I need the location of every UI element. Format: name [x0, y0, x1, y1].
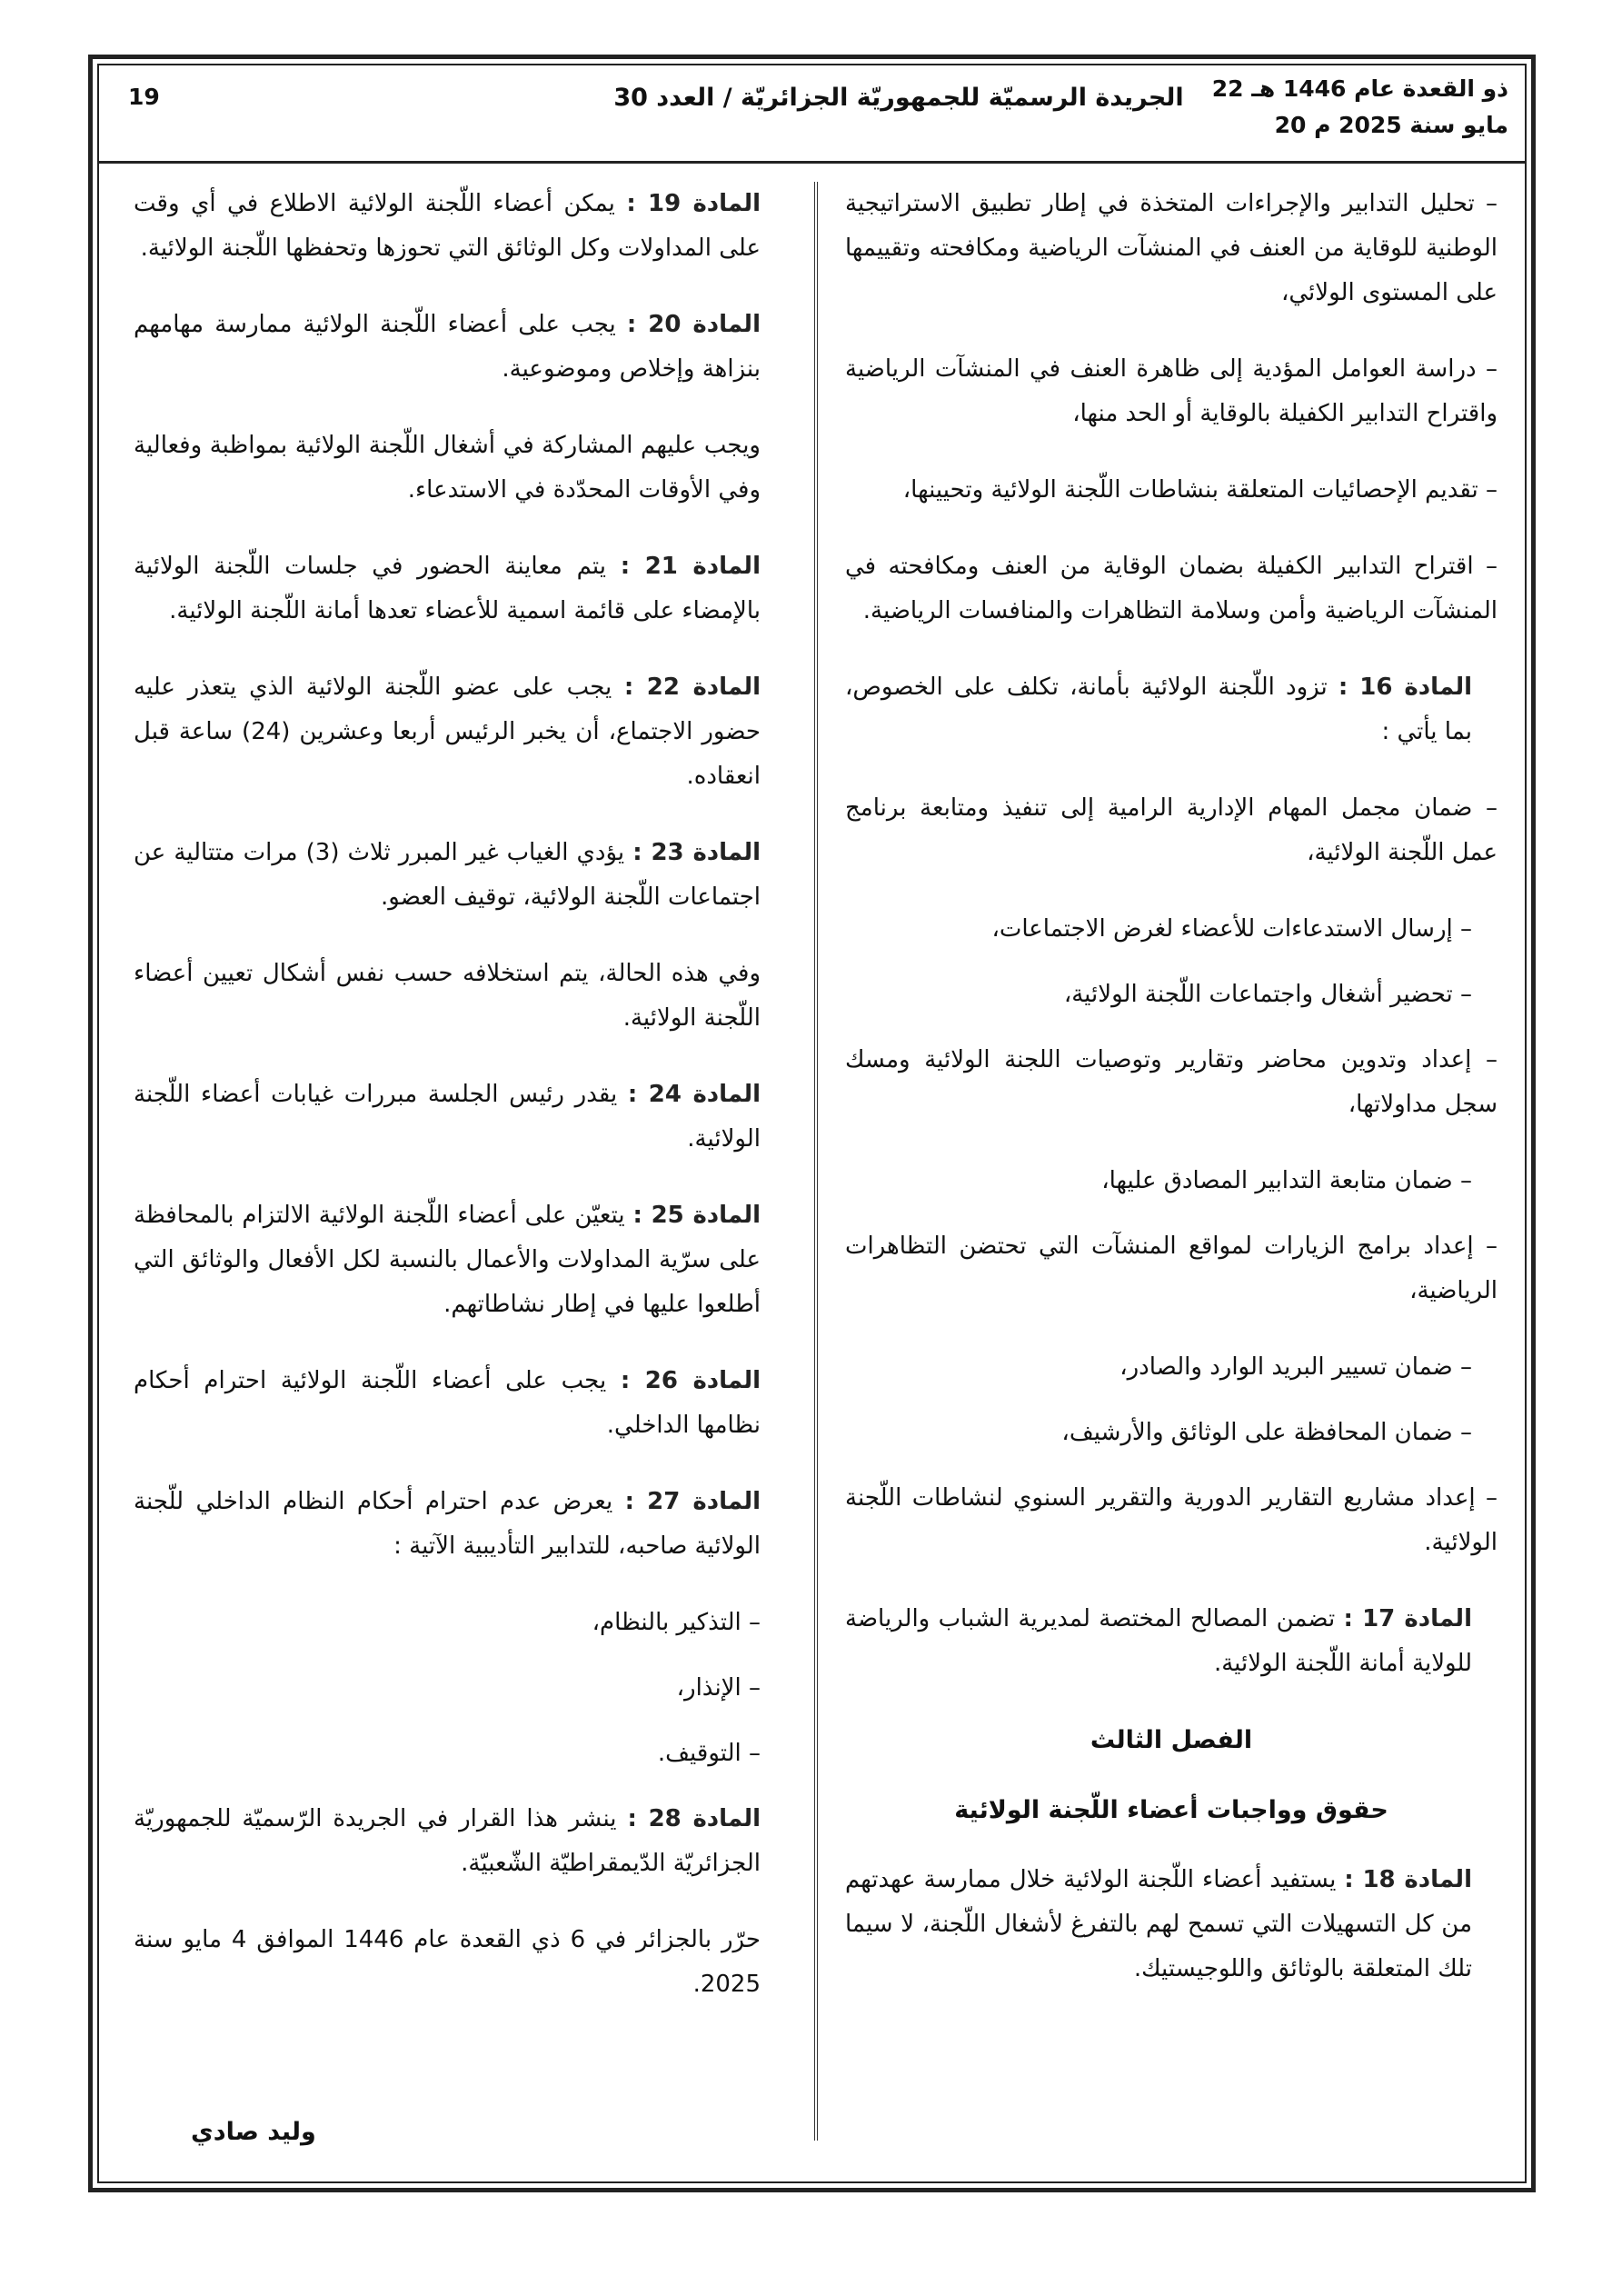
list-item: – إعداد مشاريع التقارير الدورية والتقرير السنوي لنشاطات اللّجنة الولائية. [845, 1484, 1498, 1556]
header-date-gregorian: 20 مايو سنة 2025 م [1274, 112, 1508, 138]
list-item: – ضمان مجمل المهام الإدارية الرامية إلى تنفيذ ومتابعة برنامج عمل اللّجنة الولائية، [845, 794, 1498, 866]
chapter-subtitle: حقوق وواجبات أعضاء اللّجنة الولائية [954, 1796, 1388, 1824]
article-26-text: يجب على أعضاء اللّجنة الولائية احترام أحكام نظامها الداخلي. [134, 1367, 761, 1439]
article-16 [845, 665, 1498, 754]
list-item: – ضمان المحافظة على الوثائق والأرشيف، [1061, 1419, 1472, 1446]
sanction-item: – التذكير بالنظام، [592, 1609, 761, 1636]
article-23 [134, 831, 786, 920]
article-23-label: المادة 23 : [632, 839, 761, 866]
article-21-label: المادة 21 : [620, 553, 761, 580]
article-22-label: المادة 22 : [623, 674, 761, 701]
article-21 [134, 544, 786, 634]
article-17 [845, 1597, 1498, 1686]
article-28 [134, 1797, 786, 1886]
article-27 [134, 1480, 786, 1569]
article-20-text: يجب على أعضاء اللّجنة الولائية ممارسة مهامهم بنزاهة وإخلاص وموضوعية. [134, 311, 761, 383]
article-16-text: تزود اللّجنة الولائية بأمانة، تكلف على الخصوص، بما يأتي : [845, 674, 1472, 745]
list-item: – تحضير أشغال واجتماعات اللّجنة الولائية، [1063, 981, 1472, 1008]
article-28-label: المادة 28 : [627, 1805, 761, 1832]
list-item: – إرسال الاستدعاءات للأعضاء لغرض الاجتماعات، [991, 915, 1472, 943]
article-19-label: المادة 19 : [626, 190, 761, 217]
sanction-item: – الإنذار، [676, 1674, 761, 1702]
header-date-hijri: 22 ذو القعدة عام 1446 هـ [1211, 75, 1508, 102]
article-20-paragraph-2: ويجب عليهم المشاركة في أشغال اللّجنة الولائية بمواظبة وفعالية وفي الأوقات المحدّدة في الاستدعاء. [134, 432, 761, 504]
article-18-text: يستفيد أعضاء اللّجنة الولائية خلال ممارسة عهدتهم من كل التسهيلات التي تسمح لهم بالتفرغ لأشغال اللّجنة، لا سيما تلك المتعلقة بالوثائق واللوجيستيك. [845, 1866, 1472, 1982]
article-27-text: يعرض عدم احترام أحكام النظام الداخلي للّجنة الولائية صاحبه، للتدابير التأديبية الآتية : [134, 1488, 761, 1560]
list-item: – تقديم الإحصائيات المتعلقة بنشاطات اللّجنة الولائية وتحيينها، [902, 476, 1498, 504]
article-19-text: يمكن أعضاء اللّجنة الولائية الاطلاع في أي وقت على المداولات وكل الوثائق التي تحوزها وتحفظها اللّجنة الولائية. [134, 190, 761, 262]
article-26 [134, 1359, 786, 1448]
article-23-text: يؤدي الغياب غير المبرر ثلاث (3) مرات متتالية عن اجتماعات اللّجنة الولائية، توقيف العضو. [134, 839, 761, 911]
list-item: – إعداد برامج الزيارات لمواقع المنشآت التي تحتضن التظاهرات الرياضية، [845, 1233, 1498, 1304]
article-21-text: يتم معاينة الحضور في جلسات اللّجنة الولائية بالإمضاء على قائمة اسمية للأعضاء تعدها أمانة اللّجنة الولائية. [134, 553, 761, 624]
article-28-text: ينشر هذا القرار في الجريدة الرّسميّة للجمهوريّة الجزائريّة الدّيمقراطيّة الشّعبيّة. [134, 1805, 761, 1877]
article-17-text: تضمن المصالح المختصة لمديرية الشباب والرياضة للولاية أمانة اللّجنة الولائية. [845, 1605, 1472, 1677]
article-25-text: يتعيّن على أعضاء اللّجنة الولائية الالتزام بالمحافظة على سرّية المداولات والأعمال بالنسبة لكل الأفعال والوثائق التي أطلعوا عليها في إطار نشاطاتهم. [134, 1202, 761, 1318]
article-24-label: المادة 24 : [627, 1081, 761, 1108]
article-18 [845, 1858, 1498, 1992]
article-24 [134, 1073, 786, 1162]
article-19 [134, 182, 786, 271]
article-16-label: المادة 16 : [1338, 674, 1472, 701]
closing-statement: حرّر بالجزائر في 6 ذي القعدة عام 1446 الموافق 4 مايو سنة 2025. [134, 1926, 761, 1998]
list-item: – تحليل التدابير والإجراءات المتخذة في إطار تطبيق الاستراتيجية الوطنية للوقاية من العنف في المنشآت الرياضية ومكافحته وتقييمها على المستوى الولائي، [845, 190, 1498, 306]
article-22-text: يجب على عضو اللّجنة الولائية الذي يتعذر عليه حضور الاجتماع، أن يخبر الرئيس أربعا وعشرين (24) ساعة قبل انعقاده. [134, 674, 761, 790]
list-item: – اقتراح التدابير الكفيلة بضمان الوقاية من العنف ومكافحته في المنشآت الرياضية وأمن وسلامة التظاهرات والمنافسات الرياضية. [845, 553, 1498, 624]
page-header [99, 65, 1525, 164]
signature-name: وليد صادي [191, 2118, 316, 2146]
column-divider [814, 182, 818, 2141]
list-item: – إعداد وتدوين محاضر وتقارير وتوصيات اللجنة الولائية ومسك سجل مداولاتها، [845, 1046, 1498, 1118]
article-24-text: يقدر رئيس الجلسة مبررات غيابات أعضاء اللّجنة الولائية. [134, 1081, 761, 1153]
article-22 [134, 665, 786, 799]
sanction-item: – التوقيف. [657, 1740, 761, 1767]
header-title: الجريدة الرسميّة للجمهوريّة الجزائريّة / العدد 30 [613, 84, 1184, 112]
article-17-label: المادة 17 : [1343, 1605, 1472, 1632]
right-column [845, 182, 1498, 2023]
article-25 [134, 1193, 786, 1327]
article-25-label: المادة 25 : [632, 1202, 761, 1229]
article-18-label: المادة 18 : [1344, 1866, 1472, 1893]
page-number: 19 [128, 84, 160, 110]
list-item: – ضمان متابعة التدابير المصادق عليها، [1101, 1167, 1472, 1194]
article-20 [134, 303, 786, 392]
article-20-label: المادة 20 : [626, 311, 761, 338]
chapter-title: الفصل الثالث [1090, 1726, 1253, 1754]
list-item: – دراسة العوامل المؤدية إلى ظاهرة العنف في المنشآت الرياضية واقتراح التدابير الكفيلة بالوقاية أو الحد منها، [845, 355, 1498, 427]
article-27-label: المادة 27 : [624, 1488, 761, 1515]
article-26-label: المادة 26 : [620, 1367, 761, 1394]
list-item: – ضمان تسيير البريد الوارد والصادر، [1119, 1353, 1472, 1381]
header-dates [1212, 71, 1508, 144]
left-column [134, 182, 786, 2039]
article-23-paragraph-2: وفي هذه الحالة، يتم استخلافه حسب نفس أشكال تعيين أعضاء اللّجنة الولائية. [134, 960, 761, 1032]
